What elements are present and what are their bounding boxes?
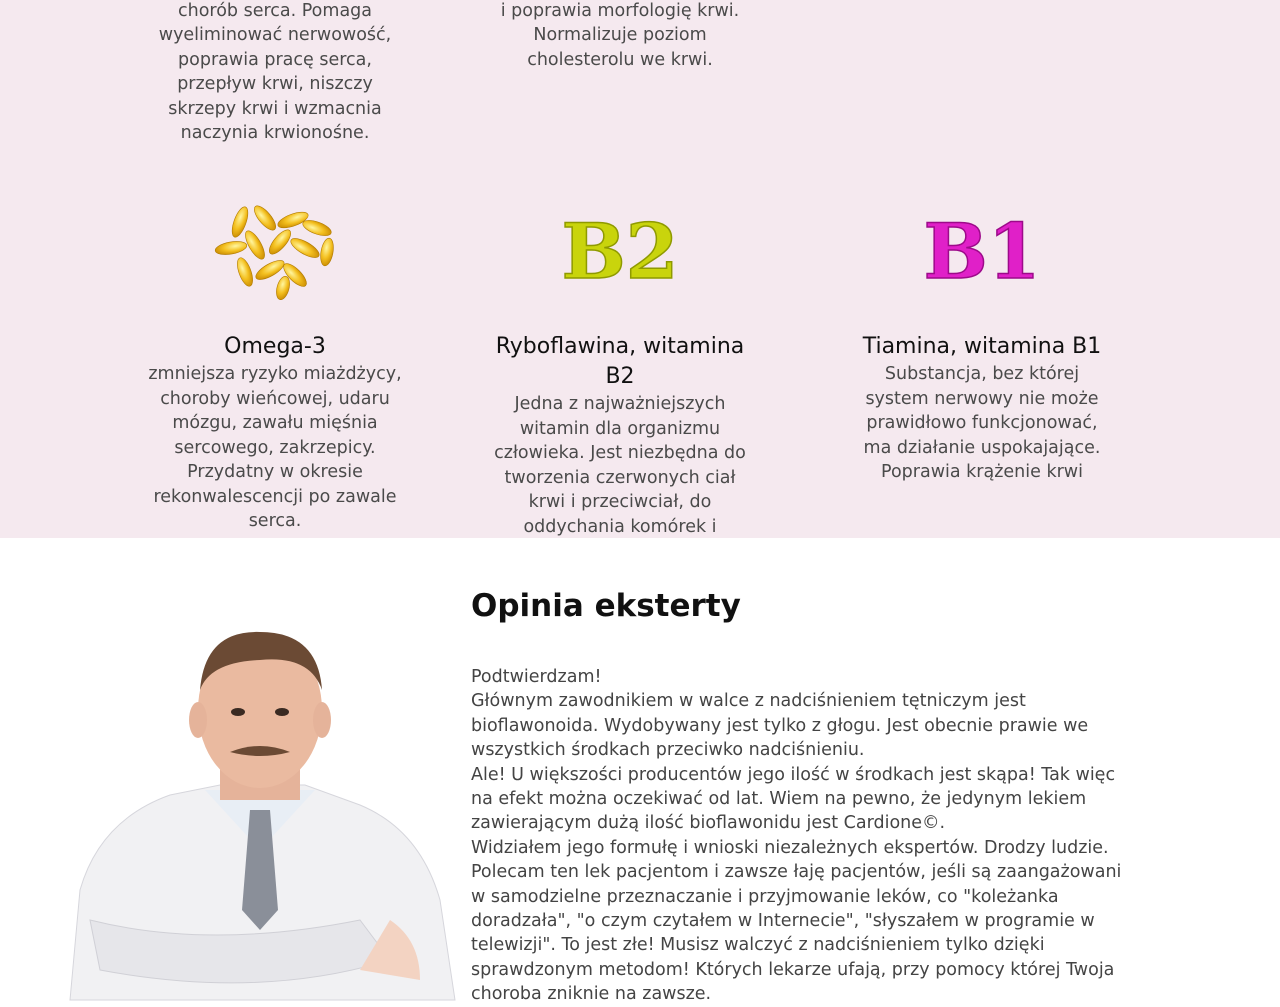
ingredient-title: Ryboflawina, witamina B2 <box>495 334 745 389</box>
expert-paragraph: Głównym zawodnikiem w walce z nadciśnieniem tętniczym jest bioflawonoida. Wydobywany jest tylko z głogu. Jest obecnie prawie we wszystkich środkach przeciwko nadciśnieniu. <box>471 691 1089 761</box>
expert-paragraph: Podtwierdzam! <box>471 667 602 687</box>
expert-paragraph: Widziałem jego formułę i wnioski niezależnych ekspertów. Drodzy ludzie. Polecam ten lek pacjentom i zawsze łaję pacjentów, jeśli są zaangażowani w samodzielne przeznaczanie i przyjmowanie leków, co "koleżanka doradzała", "o czym czytałem w Internecie", "słyszałem w programie w telewizji". To jest złe! Musisz walczyć z nadciśnieniem tylko dzięki sprawdzonym metodom! Których lekarze ufają, przy pomocy której Twoja choroba zniknie na zawsze. <box>471 837 1122 1005</box>
ingredient-b1 <box>852 332 1112 485</box>
ingredient-title: Omega-3 <box>224 334 326 359</box>
expert-heading: Opinia eksterty <box>471 588 741 624</box>
svg-text:B2: B2 <box>561 207 679 296</box>
svg-text:B1: B1 <box>923 207 1041 296</box>
ingredient-top-2-text: i poprawia morfologię krwi. Normalizuje poziom cholesterolu we krwi. <box>500 0 740 70</box>
ingredient-b2 <box>490 332 750 564</box>
ingredient-title: Tiamina, witamina B1 <box>862 334 1102 359</box>
ingredient-top-1-text: chorób serca. Pomaga wyeliminować nerwowość, poprawia pracę serca, przepływ krwi, niszczy skrzepy krwi i wzmacnia naczynia krwionośne. <box>158 0 392 143</box>
ingredient-description: Jedna z najważniejszych witamin dla organizmu człowieka. Jest niezbędna do tworzenia czerwonych ciał krwi i przeciwciał, do oddychania komórek i <box>494 394 746 537</box>
ingredient-top-2 <box>490 0 750 72</box>
ingredient-description: Substancja, bez której system nerwowy nie może prawidłowo funkcjonować, ma działanie uspokajające. Poprawia krążenie krwi <box>863 364 1101 482</box>
b1-letter-icon <box>852 200 1112 300</box>
b2-letter-icon <box>490 200 750 300</box>
doctor-photo <box>60 620 460 1000</box>
omega-capsules-icon <box>145 200 405 300</box>
ingredient-top-1 <box>145 0 405 146</box>
expert-opinion-text <box>471 665 1141 1007</box>
ingredient-omega3 <box>145 332 405 534</box>
expert-paragraph: Ale! U większości producentów jego ilość w środkach jest skąpa! Tak więc na efekt można oczekiwać od lat. Wiem na pewno, że jedynym lekiem zawierającym dużą ilość bioflawonidu jest Cardione©. <box>471 764 1116 834</box>
ingredient-description: zmniejsza ryzyko miażdżycy, choroby wieńcowej, udaru mózgu, zawału mięśnia sercowego, zakrzepicy. Przydatny w okresie rekonwalescencji po zawale serca. <box>148 364 402 531</box>
